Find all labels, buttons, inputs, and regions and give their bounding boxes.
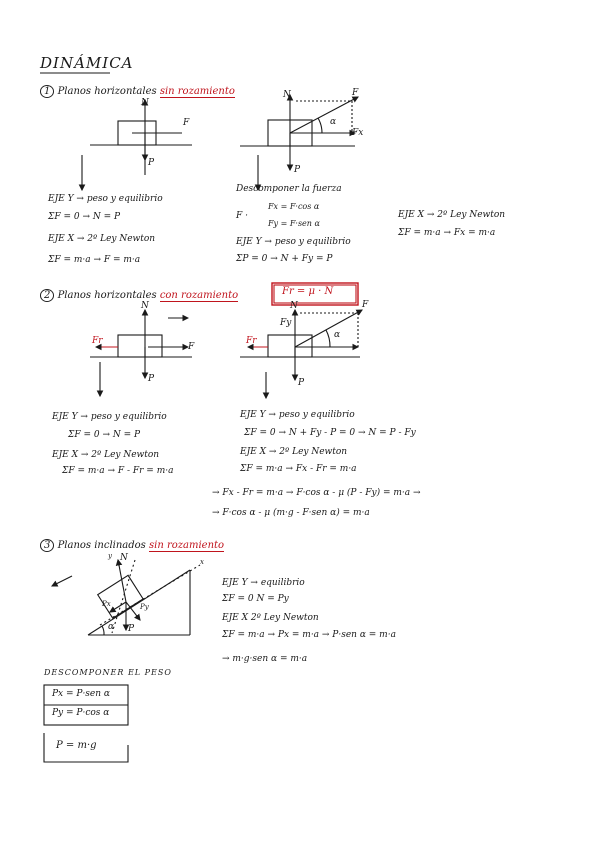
label-n: N <box>141 301 149 311</box>
s2-left-l1: EJE Y → peso y equilibrio <box>52 412 167 422</box>
s3-right-l5: → m·g·sen α = m·a <box>222 654 308 664</box>
s2-left-diagram <box>90 310 195 396</box>
label-y: y <box>108 552 112 560</box>
s1-mid-l2a: F · <box>236 211 248 221</box>
s1-left-l3: EJE X → 2º Ley Newton <box>48 234 156 244</box>
label-fr: Fr <box>92 336 103 346</box>
section-number: 1 <box>40 85 54 98</box>
section-number: 2 <box>40 289 54 302</box>
label-fx: Fx <box>352 128 364 138</box>
p-mg-formula: P = m·g <box>56 740 97 751</box>
s2-left-l2: ΣF = 0 → N = P <box>68 430 141 440</box>
label-p: P <box>128 624 135 634</box>
label-py: Py <box>140 603 149 611</box>
s2-right-l4: ΣF = m·a → Fx - Fr = m·a <box>240 464 357 474</box>
s1-left-l4: ΣF = m·a → F = m·a <box>48 255 141 265</box>
label-alpha: α <box>330 117 337 127</box>
s1-left-l1: EJE Y → peso y equilibrio <box>48 194 163 204</box>
label-f: F <box>352 88 359 98</box>
s2-right-l3: EJE X → 2º Ley Newton <box>240 447 348 457</box>
label-p: P <box>294 165 301 175</box>
s1-right-l1: EJE X → 2º Ley Newton <box>398 210 506 220</box>
s3-right-l2: ΣF = 0 N = Py <box>222 594 289 604</box>
s2-right-l1: EJE Y → peso y equilibrio <box>240 410 355 420</box>
s1-left-diagram <box>82 100 192 190</box>
section-number: 3 <box>40 539 54 552</box>
s1-mid-l3: EJE Y → peso y equilibrio <box>236 237 351 247</box>
label-p: P <box>298 378 305 388</box>
label-p: P <box>148 158 155 168</box>
s2-left-l4: ΣF = m·a → F - Fr = m·a <box>62 466 174 476</box>
label-fr: Fr <box>246 336 257 346</box>
decompose-title: DESCOMPONER EL PESO <box>44 668 172 677</box>
s3-right-l3: EJE X 2º Ley Newton <box>222 613 319 623</box>
label-n: N <box>283 90 291 100</box>
s1-mid-l1: Descomponer la fuerza <box>236 184 342 194</box>
s3-right-l4: ΣF = m·a → Px = m·a → P·sen α = m·a <box>222 630 396 640</box>
s1-left-l2: ΣF = 0 → N = P <box>48 212 121 222</box>
label-alpha: α <box>108 622 115 632</box>
s1-mid-diagram <box>240 95 358 190</box>
label-n: N <box>120 553 128 563</box>
section-2-heading: 2 Planos horizontales con rozamiento <box>40 290 238 301</box>
label-f: F <box>183 118 190 128</box>
s2-left-l3: EJE X → 2º Ley Newton <box>52 450 160 460</box>
s1-right-l2: ΣF = m·a → Fx = m·a <box>398 228 496 238</box>
label-n: N <box>141 98 149 108</box>
label-px: Px <box>102 600 111 608</box>
s1-mid-l2b: Fx = F·cos α <box>268 202 320 211</box>
page-title: DINÁMICA <box>40 54 134 72</box>
s3-right-l1: EJE Y → equilibrio <box>222 578 305 588</box>
px-formula: Px = P·sen α <box>52 689 110 699</box>
label-alpha: α <box>334 330 341 340</box>
label-x: x <box>200 558 204 566</box>
label-fy: Fy <box>280 318 292 328</box>
py-formula: Py = P·cos α <box>52 708 110 718</box>
s1-mid-l4: ΣP = 0 → N + Fy = P <box>236 254 333 264</box>
label-f: F <box>188 342 195 352</box>
s1-mid-l2c: Fy = F·sen α <box>268 219 320 228</box>
label-f: F <box>362 300 369 310</box>
s2-right-l2: ΣF = 0 → N + Fy - P = 0 → N = P - Fy <box>244 428 416 438</box>
s2-long1: → Fx - Fr = m·a → F·cos α - μ (P - Fy) = m·a → <box>212 488 421 498</box>
s3-incline-diagram <box>52 560 200 635</box>
section-1-heading: 1 Planos horizontales sin rozamiento <box>40 86 235 97</box>
label-n: N <box>290 301 298 311</box>
label-p: P <box>148 374 155 384</box>
s2-long2: → F·cos α - μ (m·g - F·sen α) = m·a <box>212 508 370 518</box>
fr-formula: Fr = μ · N <box>282 286 334 297</box>
section-3-heading: 3 Planos inclinados sin rozamiento <box>40 540 224 551</box>
